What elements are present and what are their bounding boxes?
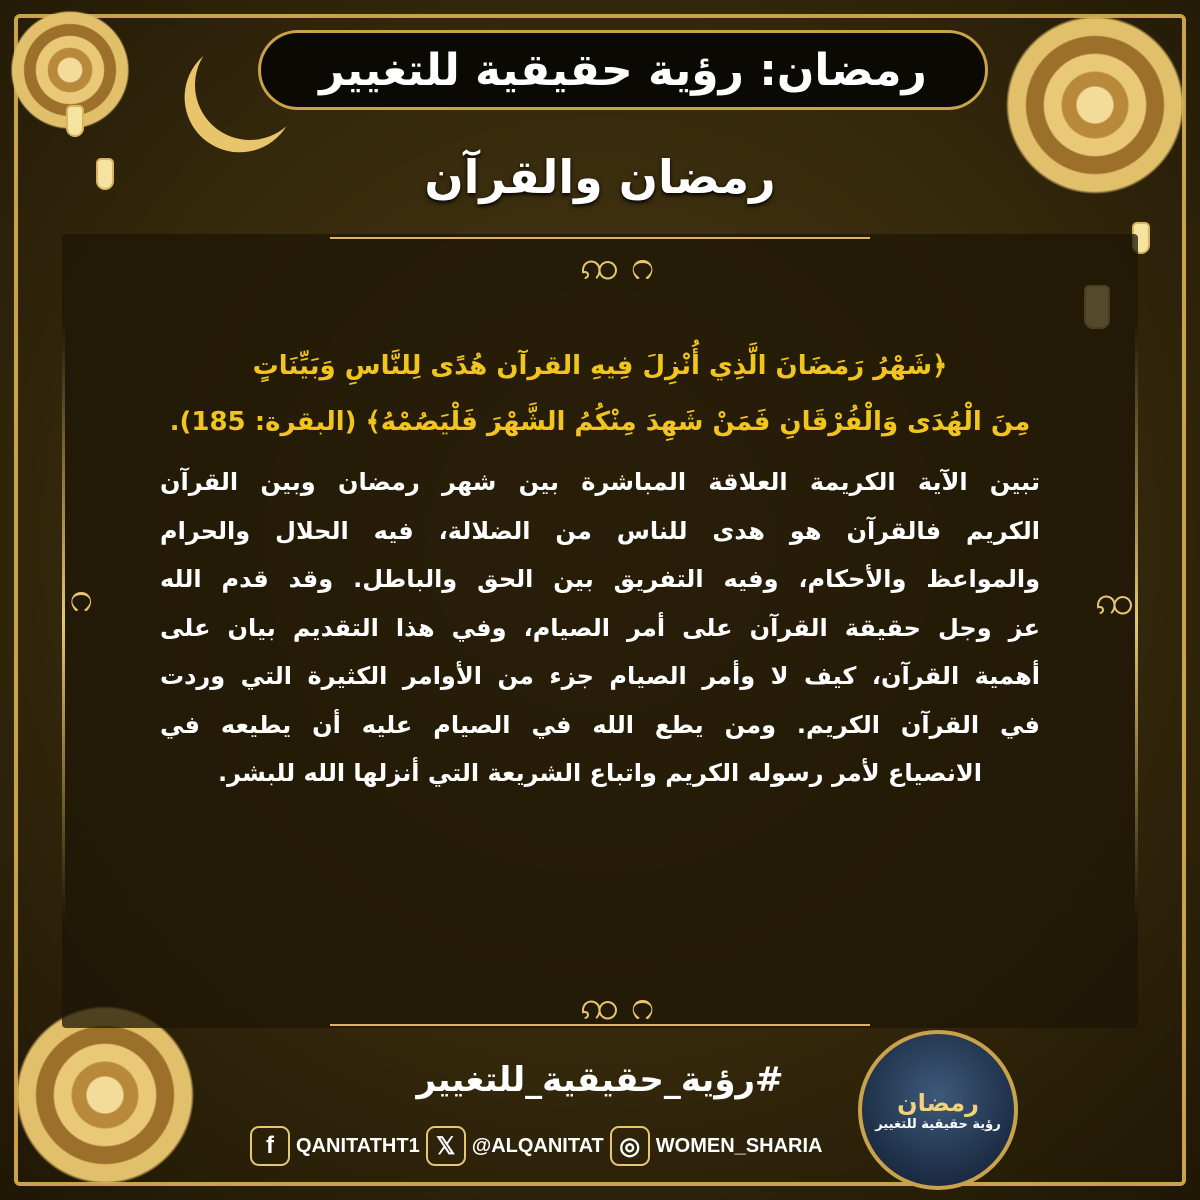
scroll-ornament-icon: ೧ — [70, 575, 93, 621]
hashtag: #رؤية_حقيقية_للتغيير — [416, 1060, 784, 1100]
facebook-icon[interactable]: f — [250, 1126, 290, 1166]
instagram-icon[interactable]: ◎ — [610, 1126, 650, 1166]
instagram-handle[interactable]: WOMEN_SHARIA — [655, 1134, 823, 1157]
body-line: والمواعظ والأحكام، وفيه التفريق بين الحق والباطل. وقد قدم الله — [160, 565, 1040, 593]
verse-line: ﴿شَهْرُ رَمَضَانَ الَّذِي أُنْزِلَ فِيهِ القرآن هُدًى لِلنَّاسِ وَبَيِّنَاتٍ — [252, 351, 948, 381]
body-line: تبين الآية الكريمة العلاقة المباشرة بين شهر رمضان وبين القرآن — [160, 468, 1040, 496]
verse-line: مِنَ الْهُدَى وَالْفُرْقَانِ فَمَنْ شَهِدَ مِنْكُمُ الشَّهْرَ فَلْيَصُمْهُ﴾ (البقرة: 185). — [169, 407, 1031, 437]
facebook-handle[interactable]: QANITATHT1 — [296, 1134, 420, 1157]
scroll-ornament-icon: ꩡ — [1095, 578, 1134, 624]
body-line: الكريم فالقرآن هو هدى للناس من الضلالة، فيه الحلال والحرام — [160, 516, 1040, 545]
body-line: في القرآن الكريم. ومن يطع الله في الصيام عليه أن يطيعه في — [160, 710, 1040, 739]
divider — [62, 320, 65, 920]
body-line: عز وجل حقيقة القرآن على أمر الصيام، وفي هذا التقديم بيان على — [160, 613, 1040, 642]
page-subtitle: رمضان والقرآن — [424, 150, 776, 204]
x-handle[interactable]: @ALQANITAT — [471, 1134, 604, 1157]
campaign-logo — [858, 1030, 1018, 1190]
body-line: أهمية القرآن، كيف لا وأمر الصيام جزء من الأوامر الكثيرة التي وردت — [160, 662, 1040, 690]
body-line: الانصياع لأمر رسوله الكريم واتباع الشريعة التي أنزلها الله للبشر. — [218, 759, 982, 787]
x-icon[interactable]: 𝕏 — [426, 1126, 466, 1166]
logo-subtitle: رؤية حقيقية للتغيير — [875, 1116, 1001, 1132]
divider — [1135, 320, 1138, 920]
title-bar — [258, 30, 988, 110]
social-links — [250, 1126, 840, 1166]
body-text — [160, 458, 1040, 798]
scroll-ornament-icon: ꩡ ೧ — [580, 983, 654, 1029]
lantern-icon — [66, 105, 84, 137]
logo-title: رمضان — [897, 1088, 979, 1117]
divider — [330, 237, 870, 239]
quran-verse — [160, 338, 1040, 450]
scroll-ornament-icon: ꩡ ೧ — [580, 243, 654, 289]
page-title: رمضان: رؤية حقيقية للتغيير — [319, 44, 927, 96]
